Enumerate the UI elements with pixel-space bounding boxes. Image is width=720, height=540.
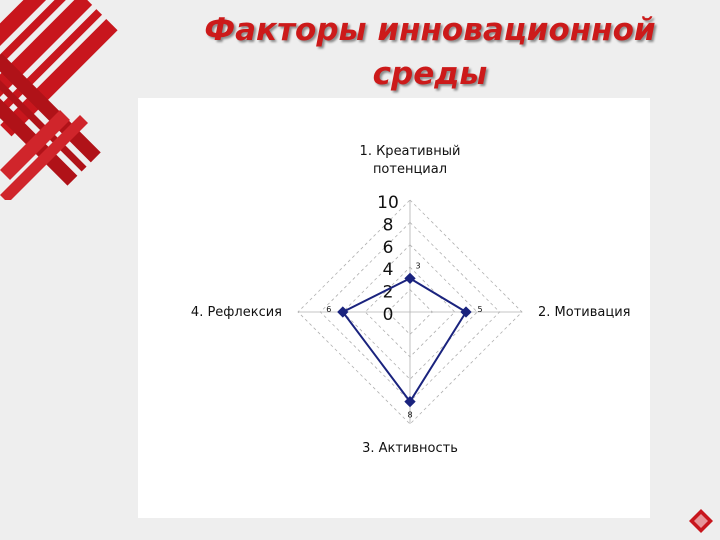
tick-label-8: 8: [382, 215, 394, 236]
category-label-4: 4. Рефлексия: [190, 305, 282, 320]
category-label-3: 3. Активность: [362, 441, 458, 456]
radar-chart-area: [138, 98, 650, 518]
tick-label-6: 6: [382, 237, 394, 258]
radar-chart: [138, 98, 650, 518]
series-line: [343, 278, 466, 401]
tick-label-10: 10: [377, 193, 399, 213]
category-label-1: 1. Креативный потенциал: [359, 144, 461, 177]
data-label-4: 6: [326, 305, 332, 314]
slide-title-line-2: среды: [372, 56, 488, 92]
tick-label-0: 0: [382, 305, 394, 325]
tick-label-2: 2: [382, 282, 394, 303]
slide-title: [140, 8, 720, 96]
data-label-2: 5: [477, 305, 483, 314]
tick-label-4: 4: [382, 260, 394, 281]
data-label-1: 3: [415, 261, 421, 271]
data-point-2: [460, 306, 471, 317]
red-diamond-icon: [688, 508, 714, 534]
decorative-corner-pattern: [0, 0, 150, 200]
data-point-1: [404, 273, 415, 284]
data-label-3: 8: [407, 410, 413, 420]
slide-title-line-1: Факторы инновационной: [204, 12, 656, 48]
category-label-2: 2. Мотивация: [538, 305, 631, 320]
